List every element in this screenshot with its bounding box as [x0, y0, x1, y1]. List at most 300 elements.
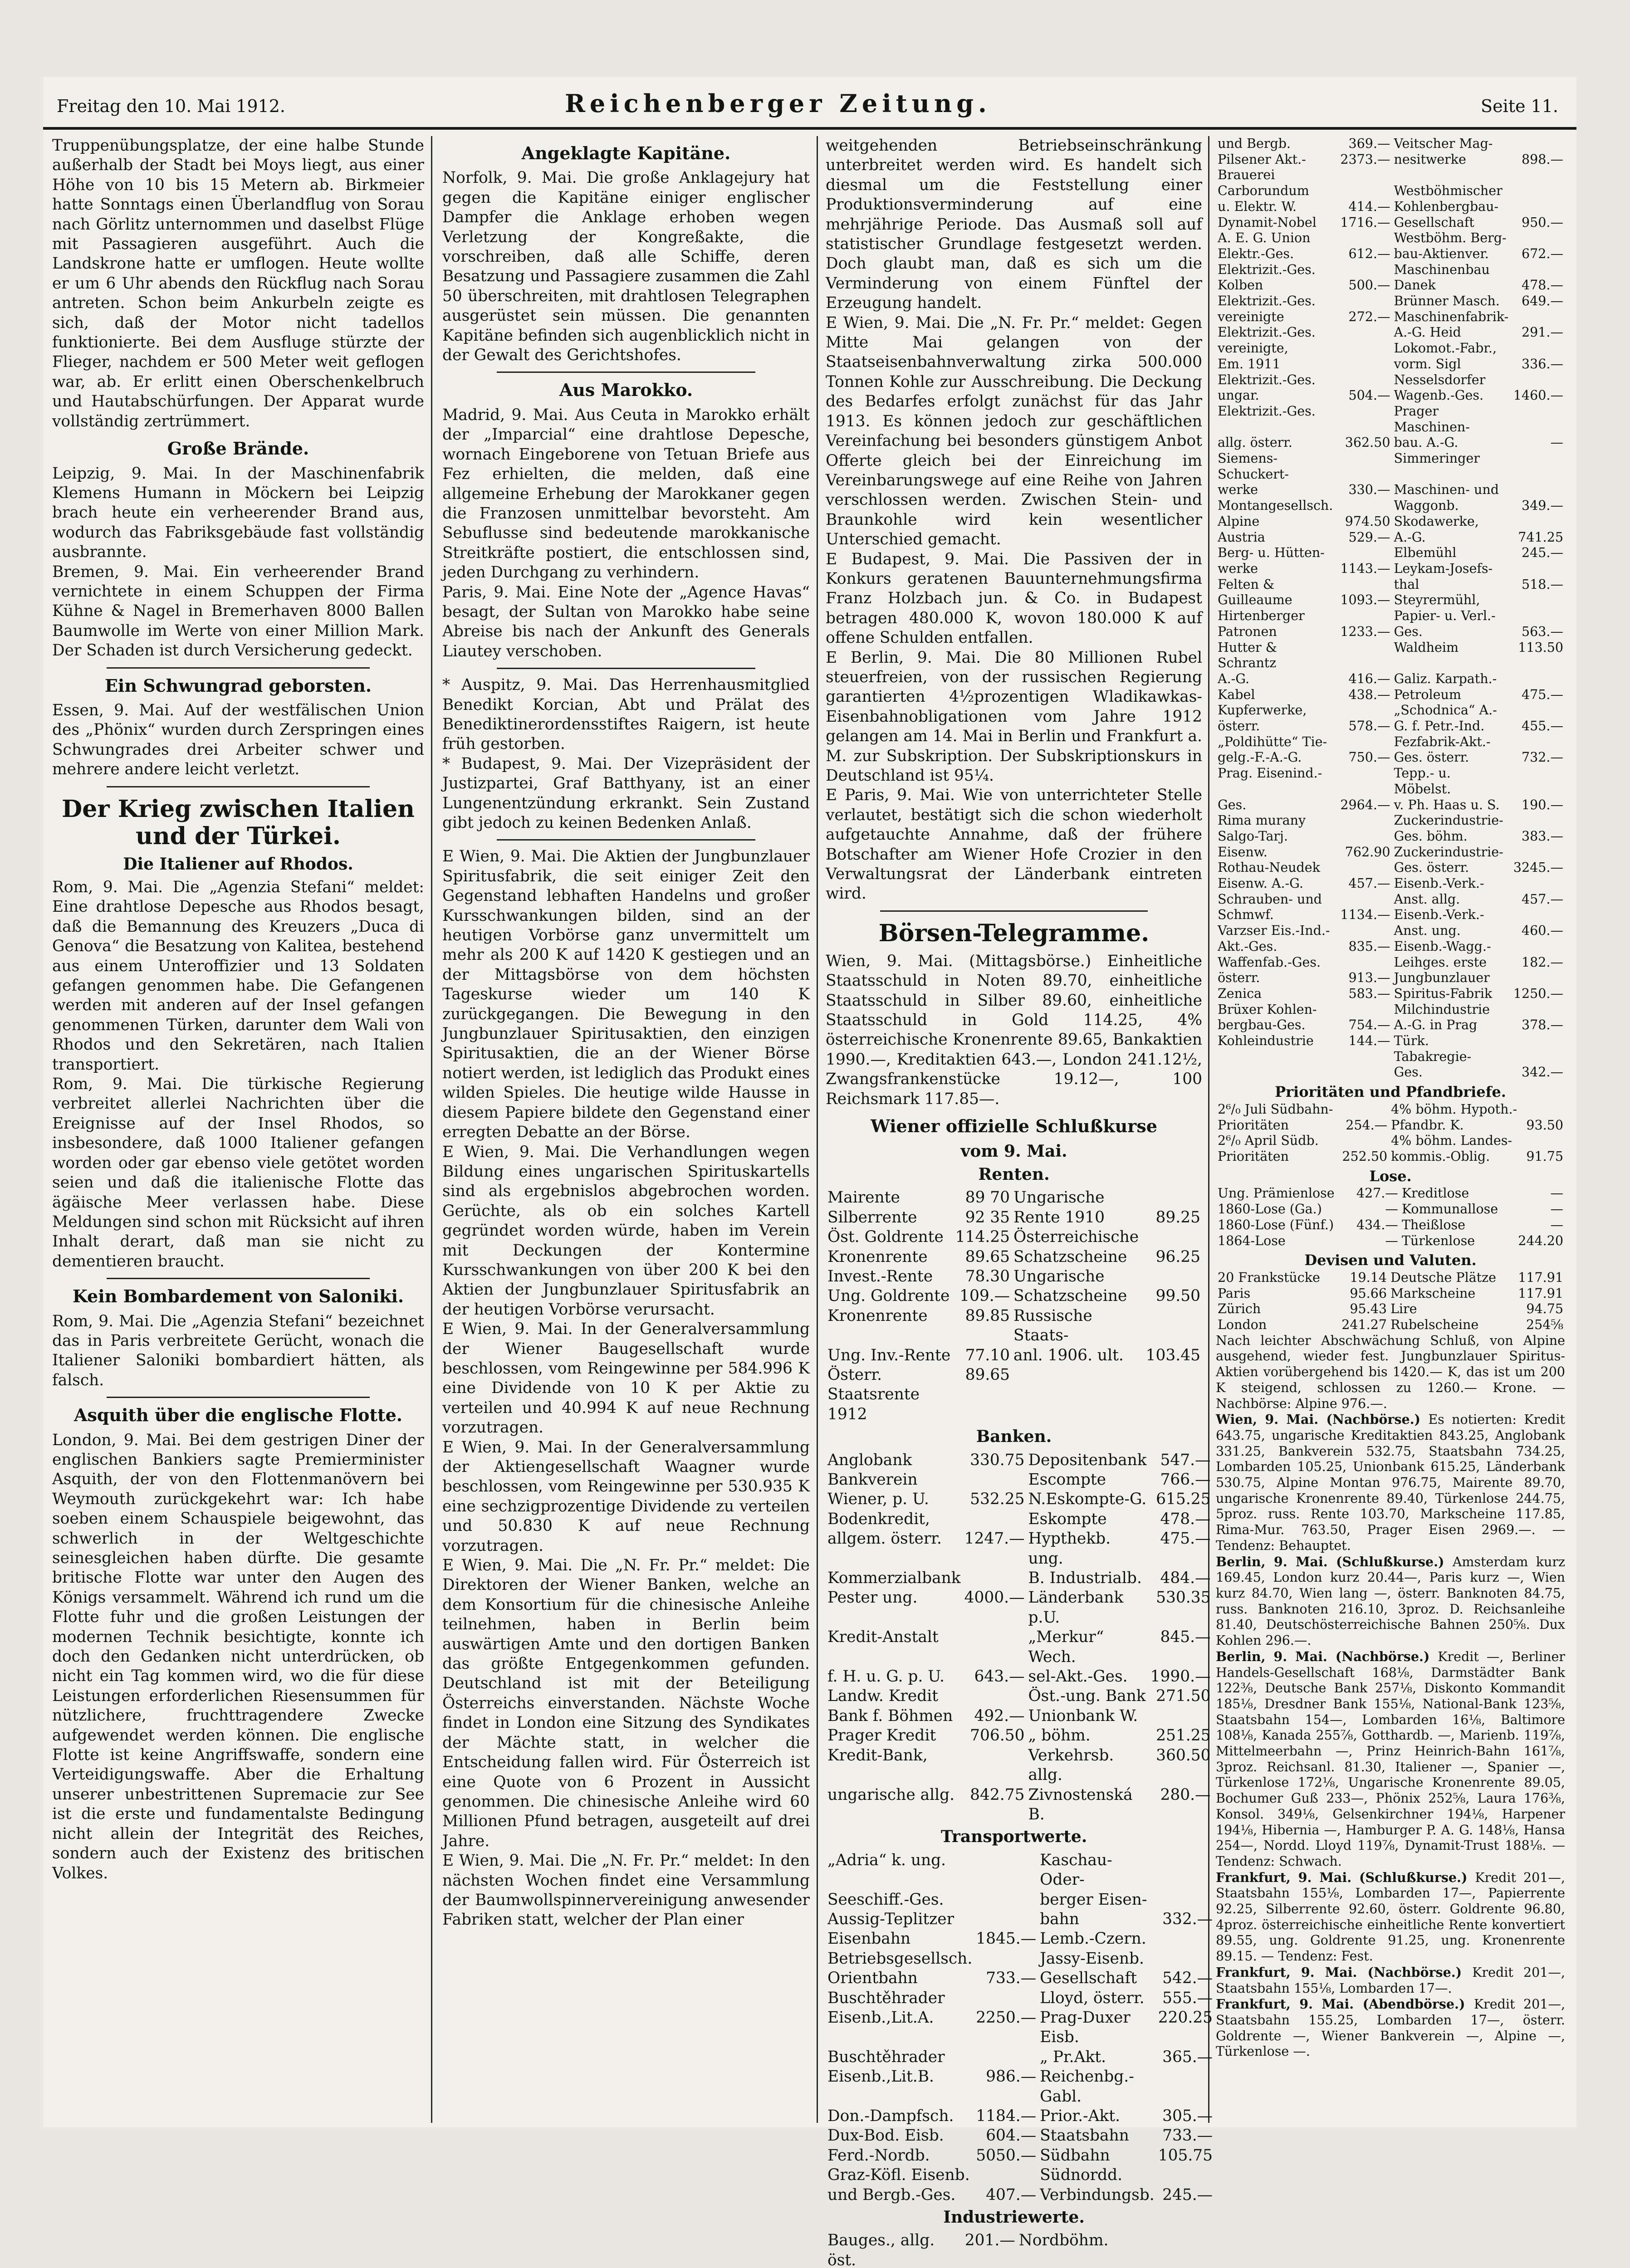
security-name: Kommunallose: [1401, 1202, 1498, 1217]
security-name: „Merkur“ Wech.: [1028, 1628, 1104, 1666]
column-rule: [817, 136, 818, 2123]
security-name: Elektrizit.-Ges.: [1218, 325, 1316, 340]
table-row: [1216, 766, 1565, 797]
quote-value: 114.25: [955, 1228, 1010, 1246]
quote-value: 913.—: [1348, 970, 1390, 986]
security-name: Invest.-Rente: [827, 1267, 933, 1286]
market-report: [1216, 1996, 1565, 2060]
security-name: Waffenfab.-Ges.: [1218, 954, 1321, 970]
table-row: [1216, 1217, 1565, 1233]
quote-value: 92 35: [965, 1208, 1010, 1227]
quote-value: 484.—: [1160, 1569, 1211, 1588]
quote-value: [1512, 372, 1565, 388]
market-report-text: Kredit 201—, Staatsbahn 155.25, Lombarden 17—, österr. Goldrente —, Wiener Bankverein —, Alpine —, Türkenlose —.: [1216, 1997, 1565, 2059]
security-name: Pester ung.: [827, 1589, 918, 1607]
quote-value: 455.—: [1522, 719, 1563, 734]
security-name: A.-G. in Prag: [1394, 1017, 1478, 1033]
security-name: anl. 1906. ult.: [1013, 1346, 1124, 1364]
market-reports: [1216, 1333, 1565, 2060]
section-heading: Transportwerte.: [940, 1827, 1087, 1847]
quote-value: 706.50: [970, 1726, 1025, 1745]
table-row: [826, 1188, 1202, 1207]
security-name: Leihges. erste: [1394, 954, 1487, 970]
quote-value: [1512, 845, 1565, 860]
security-name: gelg.-F.-A.-G.: [1218, 750, 1302, 765]
article-paragraph: E Wien, 9. Mai. Die „N. Fr. Pr.“ meldet: Gegen Mitte Mai gelangen von der Staatseisenbahnverwaltung zirka 500.000 Tonnen Kohle zur Ausschreibung. Die Deckung des Bedarfes erfolgt zunächst für das Jahr 1913. Es können jedoch zur geschäftlichen Vereinfachung bei besonders günstigem Anbot Offerte gleich bei der Einreichung im Vereinbarungswege auf eine Reihe von Jahren verschlossen werden. Zwischen Stein- und Braunkohle wird kein wesentlicher Unterschied gemacht.: [826, 313, 1202, 549]
security-name: Deutsche Plätze: [1390, 1270, 1497, 1285]
quote-value: [1512, 136, 1565, 152]
quote-value: 1093.—: [1340, 592, 1390, 608]
security-name: Prager Maschinen-: [1394, 403, 1470, 435]
table-row: [1216, 1002, 1565, 1018]
quote-value: 529.—: [1348, 529, 1390, 545]
quote-value: [1512, 230, 1565, 246]
quote-value: [1338, 923, 1392, 939]
table-row: [1216, 152, 1565, 183]
security-name: Ges.: [1218, 797, 1247, 812]
security-name: Guilleaume: [1218, 592, 1292, 608]
quote-value: —: [1550, 1202, 1563, 1217]
security-name: Montangesellsch.: [1218, 498, 1333, 513]
security-name: Eisenb.-Verk.-: [1394, 876, 1484, 891]
quote-value: 182.—: [1522, 954, 1563, 970]
quote-value: [963, 1510, 1027, 1529]
table-row: [1216, 1233, 1565, 1249]
quote-value: 583.—: [1348, 986, 1390, 1001]
security-name: Galiz. Karpath.-: [1394, 671, 1497, 686]
quote-value: 1247.—: [964, 1530, 1025, 1548]
security-name: Eisenw.: [1218, 844, 1268, 860]
table-row: [1216, 199, 1565, 215]
quote-value: 492.—: [974, 1706, 1025, 1725]
article-paragraph: E Wien, 9. Mai. In der Generalversammlung der Aktiengesellschaft Waagner wurde beschlossen, vom Reingewinne per 530.935 K eine sechzigprozentige Dividende zu verteilen und 50.830 K auf neue Rechnung vorzutragen.: [442, 1438, 810, 1555]
quote-value: [1144, 1188, 1202, 1207]
security-name: Em. 1911: [1218, 356, 1281, 371]
security-name: Rima murany: [1218, 813, 1306, 828]
quote-value: 19.14: [1350, 1270, 1387, 1285]
quote-value: 349.—: [1522, 498, 1563, 513]
table-row: [1216, 671, 1565, 687]
quote-value: [963, 1470, 1027, 1490]
quote-value: 416.—: [1348, 671, 1390, 686]
quote-value: [1512, 734, 1565, 750]
table-row: [1216, 1033, 1565, 1065]
quote-value: [1512, 1033, 1565, 1065]
security-name: Brüxer Kohlen-: [1218, 1002, 1317, 1017]
table-row: [1216, 246, 1565, 262]
quote-value: [1512, 592, 1565, 608]
table-row: [826, 1890, 1214, 1910]
security-name: Ges. böhm.: [1394, 828, 1468, 844]
security-name: Kronenrente: [827, 1306, 928, 1325]
quote-value: 220.25: [1158, 2008, 1213, 2027]
security-name: Kupferwerke,: [1218, 703, 1307, 718]
security-name: Mairente: [827, 1188, 900, 1207]
quotes-table: [826, 2231, 1202, 2268]
article-paragraph: E Budapest, 9. Mai. Die Passiven der in Konkurs geratenen Bauunternehmungsfirma Franz Holzbach jun. & Co. in Budapest betragen 480.000 K, wovon 180.000 K auf offene Schulden entfallen.: [826, 550, 1202, 647]
table-row: [1216, 561, 1565, 577]
market-report-heading: Wien, 9. Mai. (Nachbörse.): [1216, 1412, 1429, 1427]
security-name: Prioritäten: [1218, 1117, 1289, 1133]
quote-value: —: [1550, 1186, 1563, 1201]
security-name: Anglobank: [827, 1451, 912, 1469]
quote-value: [1338, 1002, 1392, 1018]
quote-value: 89.65: [965, 1247, 1010, 1266]
security-name: Pfandbr. K.: [1391, 1117, 1464, 1133]
security-name: österr.: [1218, 719, 1260, 734]
market-report-heading: Frankfurt, 9. Mai. (Abendbörse.): [1216, 1996, 1474, 2012]
security-name: Maschinenfabrik-: [1394, 309, 1509, 324]
article-paragraph: Madrid, 9. Mai. Aus Ceuta in Marokko erhält der „Imparcial“ eine drahtlose Depesche, wornach Eingeborene von Tetuan Briefe aus Fez erhielten, die melden, daß eine allgemeine Erhebung der Marokkaner gegen die Franzosen unmittelbar bevorsteht. Am Sebuflusse sind bedeutende marokkanische Streitkräfte postiert, die entschlossen sind, jeden Durchgang zu verhindern.: [442, 406, 810, 582]
table-row: [1216, 1118, 1565, 1134]
quote-value: [963, 1569, 1027, 1588]
quote-value: —: [1550, 1217, 1563, 1232]
security-name: Depositenbank: [1028, 1451, 1147, 1469]
security-name: Bauges., allg. öst.: [827, 2231, 935, 2268]
quote-value: 741.25: [1518, 529, 1563, 545]
quote-value: 733.—: [986, 1969, 1037, 1988]
security-name: ungarische allg.: [827, 1785, 955, 1804]
article-paragraph: * Budapest, 9. Mai. Der Vizepräsident der Justizpartei, Graf Batthyany, ist an einer Lungenentzündung erkrankt. Sein Zustand gibt jedoch zu keinen Bedenken Anlaß.: [442, 754, 810, 832]
security-name: Tepp.- u. Möbelst.: [1394, 766, 1451, 797]
table-row: [826, 1267, 1202, 1286]
table-row: [1216, 1133, 1565, 1149]
quote-value: 378.—: [1522, 1017, 1563, 1033]
quote-value: 95.43: [1350, 1301, 1387, 1317]
quote-value: 105.75: [1158, 2146, 1213, 2165]
section-heading: Renten.: [978, 1164, 1050, 1184]
security-name: Prager Kredit: [827, 1726, 936, 1745]
security-name: u. Elektr. W.: [1218, 199, 1297, 214]
table-row: [1216, 183, 1565, 199]
quote-value: 555.—: [1162, 1989, 1213, 2007]
quote-value: [1338, 734, 1392, 750]
quote-value: 766.—: [1160, 1471, 1211, 1489]
market-report: [1216, 1965, 1565, 1996]
security-name: Eisenb.-Verk.-: [1394, 907, 1484, 923]
security-name: Elektr.-Ges.: [1218, 246, 1294, 261]
security-name: Eskompte: [1028, 1510, 1107, 1528]
security-name: 1860-Lose (Fünf.): [1218, 1217, 1334, 1232]
quote-value: 475.—: [1160, 1530, 1211, 1548]
security-name: „ böhm.: [1028, 1726, 1091, 1745]
quote-value: [1338, 860, 1392, 876]
quote-value: 95.66: [1350, 1286, 1387, 1301]
table-row: [1216, 1270, 1565, 1286]
quote-value: 1990.—: [1150, 1667, 1211, 1686]
security-name: [1216, 1065, 1338, 1080]
quote-value: [1512, 766, 1565, 797]
table-row: [826, 1490, 1216, 1509]
quote-value: [1512, 671, 1565, 687]
quote-value: [974, 2048, 1038, 2067]
table-row: [826, 1470, 1216, 1490]
quote-value: 117.91: [1518, 1270, 1563, 1285]
quote-value: 1845.—: [976, 1930, 1037, 1948]
quote-value: 1184.—: [976, 2107, 1037, 2125]
security-name: Paris: [1218, 1286, 1251, 1301]
quote-value: [1338, 230, 1392, 246]
section-divider: [107, 1397, 370, 1398]
table-row: [826, 1365, 1202, 1424]
section-heading: Industriewerte.: [943, 2208, 1085, 2227]
table-row: [826, 1227, 1202, 1247]
page-number: Seite 11.: [1481, 96, 1558, 116]
quote-value: [974, 1949, 1038, 1969]
security-name: Hirtenberger: [1218, 608, 1305, 624]
security-name: Lokomot.-Fabr.,: [1394, 341, 1497, 356]
quote-value: [1512, 199, 1565, 215]
article-paragraph: E Wien, 9. Mai. Die Verhandlungen wegen Bildung eines ungarischen Spirituskartells sind als ergebnislos abgebrochen worden. Gerüchte, als ob ein solches Kartell gegründet worden würde, haben im Verein mit Deckungen der Kontermine Kursschwankungen von über 200 K bei den Aktien der Jungbunzlauer Spiritusfabrik an der heutigen Vorbörse verursacht.: [442, 1143, 810, 1319]
table-row: [826, 2067, 1214, 2107]
security-name: A.-G.: [1394, 529, 1426, 545]
quote-value: [1512, 514, 1565, 530]
security-name: Maschinenbau: [1394, 262, 1490, 277]
quote-value: 845.—: [1160, 1628, 1211, 1647]
security-name: vereinigte: [1218, 309, 1284, 324]
security-name: Bankverein: [827, 1471, 918, 1489]
quote-value: [963, 1746, 1027, 1785]
security-name: f. H. u. G. p. U.: [827, 1667, 945, 1686]
section-divider: [107, 667, 370, 669]
quote-value: 1460.—: [1513, 388, 1563, 403]
table-row: [1216, 435, 1565, 451]
security-name: Simmeringer: [1394, 451, 1480, 466]
table-row: [826, 1451, 1216, 1470]
article-paragraph: Wien, 9. Mai. (Mittagsbörse.) Einheitliche Staatsschuld in Noten 89.70, einheitliche Staatsschuld in Silber 89.60, einheitliche Staatsschuld in Gold 114.25, 4% österreichische Kronenrente 89.65, Bankaktien 1990.—, Kreditaktien 643.—, London 241.12½, Zwangsfrankenstücke 19.12—, 100 Reichsmark 117.85—.: [826, 952, 1202, 1108]
quotes-table: [826, 1451, 1216, 1825]
security-name: Rente 1910: [1013, 1208, 1105, 1227]
quote-value: [1512, 1002, 1565, 1018]
table-row: [1216, 734, 1565, 750]
quote-value: 91.75: [1526, 1149, 1563, 1164]
security-name: Don.-Dampfsch.: [827, 2107, 954, 2125]
table-row: [1216, 545, 1565, 561]
security-name: Wagenb.-Ges.: [1394, 388, 1484, 403]
security-name: Jassy-Eisenb.: [1040, 1949, 1144, 1968]
quote-value: 427.—: [1356, 1186, 1398, 1201]
security-name: Kommerzialbank: [827, 1569, 961, 1588]
security-name: Zenica: [1218, 986, 1262, 1001]
security-name: Österr. Staatsrente 1912: [827, 1365, 920, 1423]
security-name: Wiener, p. U.: [827, 1490, 929, 1509]
security-name: Pilsener Akt.-Brauerei: [1218, 152, 1306, 183]
quote-value: [974, 1910, 1038, 1929]
security-name: Öst. Goldrente: [827, 1228, 944, 1246]
security-name: allg. österr.: [1218, 435, 1292, 450]
security-name: Prag-Duxer Eisb.: [1040, 2008, 1131, 2047]
security-name: und Bergb.: [1218, 136, 1291, 151]
security-name: Skodawerke,: [1394, 513, 1479, 529]
column-1: [52, 136, 424, 2123]
security-name: A.-G.: [1218, 671, 1250, 686]
security-name: B. Industrialb.: [1028, 1569, 1142, 1588]
table-row: [1216, 1149, 1565, 1165]
quote-value: [1338, 829, 1392, 845]
table-row: [1216, 577, 1565, 593]
security-name: Rothau-Neudek: [1218, 860, 1320, 875]
quote-value: [1338, 357, 1392, 372]
quote-value: 190.—: [1522, 797, 1563, 812]
quote-value: 457.—: [1348, 876, 1390, 891]
currency-heading: Devisen und Valuten.: [1304, 1251, 1477, 1269]
table-row: [1216, 955, 1565, 971]
table-row: [1216, 1317, 1565, 1333]
section-heading: Ein Schwungrad geborsten.: [104, 675, 372, 696]
quote-value: 750.—: [1348, 750, 1390, 765]
table-row: [1216, 136, 1565, 152]
quote-value: [1512, 561, 1565, 577]
section-divider: [107, 1278, 370, 1279]
quote-value: 280.—: [1160, 1785, 1211, 1804]
quote-value: 383.—: [1522, 828, 1563, 844]
table-row: [1216, 907, 1565, 923]
security-name: vorm. Sigl: [1394, 356, 1461, 371]
quote-value: 733.—: [1162, 2126, 1213, 2145]
security-name: Südnordd.: [1040, 2166, 1123, 2185]
quote-value: [963, 1686, 1027, 1706]
section-heading: vom 9. Mai.: [960, 1141, 1067, 1161]
table-row: [1216, 451, 1565, 482]
security-name: bau-Aktienver.: [1394, 246, 1489, 261]
quote-value: 542.—: [1162, 1969, 1213, 1988]
quote-value: [1523, 1133, 1565, 1149]
table-row: [826, 1851, 1214, 1890]
table-row: [1216, 309, 1565, 325]
article-paragraph: E Wien, 9. Mai. Die „N. Fr. Pr.“ meldet: In den nächsten Wochen findet eine Versammlung der Baumwollspinnervereinigung anwesender Fabriken statt, welcher der Plan einer: [442, 1852, 810, 1929]
section-divider: [497, 839, 755, 841]
table-row: [826, 1510, 1216, 1529]
security-name: N.Eskompte-G.: [1028, 1490, 1147, 1509]
security-name: Kreditlose: [1401, 1186, 1469, 1201]
market-report: [1216, 1333, 1565, 1412]
quote-value: [974, 2165, 1038, 2185]
security-name: Alpine: [1218, 513, 1260, 529]
section-heading: Aus Marokko.: [559, 380, 693, 401]
security-name: Elektrizit.-Ges.: [1218, 403, 1316, 419]
table-row: [826, 1929, 1214, 1949]
quote-value: 475.—: [1522, 687, 1563, 702]
security-name: Danek: [1394, 278, 1436, 293]
table-row: [1216, 262, 1565, 278]
industrial-stocks-table: [1216, 136, 1565, 1080]
security-name: Kredit-Bank,: [827, 1746, 928, 1765]
security-name: Milchindustrie: [1394, 1002, 1490, 1017]
security-name: Ung. Goldrente: [827, 1287, 950, 1305]
security-name: „Adria“ k. ung.: [827, 1851, 946, 1869]
article-paragraph: London, 9. Mai. Bei dem gestrigen Diner der englischen Bankiers sagte Premierminister Asquith, der von den Flottenmanövern bei Weymouth zurückgekehrt war: Ich habe soeben einem Schauspiele beigewohnt, das schwerlich in der Weltgeschichte seinesgleichen haben dürfte. Die gesamte britische Flotte war unter den Augen des Königs versammelt. Während ich rund um die Flotte fuhr und die großen Leistungen der modernen Technik besichtigte, konnte ich doch den Gedanken nicht unterdrücken, ob nicht ein Tag kommen wird, wo die für diese Leistungen erforderlichen Riesensummen für nützlichere, fruchttragendere Zwecke aufgewendet werden können. Die englische Flotte ist keine Angriffswaffe, sondern eine Verteidigungswaffe. Aber die Erhaltung unserer unbestrittenen Supremacie zur See ist die erste und fundamentalste Bedingung nicht allein der Integrität des Reiches, sondern auch der Existenz des britischen Volkes.: [52, 1431, 424, 1882]
market-report-heading: Berlin, 9. Mai. (Nachbörse.): [1216, 1648, 1438, 1664]
article-paragraph: E Wien, 9. Mai. In der Generalversammlung der Wiener Baugesellschaft wurde beschlossen, vom Reingewinne per 584.996 K eine Dividende von 10 K per Aktie zu verteilen und 40.994 K auf neue Rechnung vorzutragen.: [442, 1320, 810, 1437]
security-name: Eisenw. A.-G.: [1218, 876, 1303, 891]
quote-value: [1338, 955, 1392, 971]
quote-value: [1156, 1949, 1214, 1969]
article-paragraph: Essen, 9. Mai. Auf der westfälischen Union des „Phönix“ wurden durch Zerspringen eines Schwungrades drei Arbeiter schwer und mehrere andere leicht verletzt.: [52, 701, 424, 779]
security-name: Silberrente: [827, 1208, 917, 1227]
quote-value: 532.25: [970, 1490, 1025, 1509]
security-name: Reichenbg.-Gabl.: [1040, 2068, 1134, 2106]
table-row: [1216, 939, 1565, 955]
table-row: [1216, 1202, 1565, 1217]
security-name: bahn: [1040, 1910, 1079, 1928]
article-paragraph: E Berlin, 9. Mai. Die 80 Millionen Rubel steuerfreien, von der russischen Regierung garantierten 4½prozentigen Wladikawkas-Eisenbahnobligationen vom Jahre 1912 gelangen am 14. Mai in Berlin und Frankfurt a. M. zur Subskription. Der Subskriptionskurs in Deutschland ist 95¼.: [826, 648, 1202, 785]
security-name: nesitwerke: [1394, 152, 1466, 167]
table-row: [1216, 750, 1565, 766]
section-heading: Große Brände.: [167, 438, 309, 459]
security-name: Verkehrsb. allg.: [1028, 1746, 1114, 1784]
market-report-text: Nach leichter Abschwächung Schluß, von Alpine ausgehend, wieder fest. Jungbunzlauer Spiritus-Aktien vorübergehend bis 1420.— K, das ist um 200 K steigend, schlossen zu 1260.— Krone. — Nachbörse: Alpine 976.—.: [1216, 1333, 1565, 1411]
quote-value: 1143.—: [1340, 561, 1390, 576]
quote-value: [1512, 183, 1565, 199]
section-heading: Asquith über die englische Flotte.: [73, 1405, 403, 1426]
security-name: Zivnostenská B.: [1028, 1785, 1133, 1823]
quote-value: 365.—: [1162, 2048, 1213, 2066]
quote-value: [1144, 1365, 1202, 1424]
quote-value: 360.50: [1156, 1746, 1211, 1765]
market-report-heading: Berlin, 9. Mai. (Schlußkurse.): [1216, 1554, 1453, 1569]
quote-value: [1149, 1706, 1213, 1726]
quote-value: 241.27: [1341, 1317, 1387, 1333]
quote-value: 336.—: [1522, 356, 1563, 371]
quote-value: 604.—: [986, 2126, 1037, 2145]
quote-value: 500.—: [1348, 278, 1390, 293]
quote-value: [1512, 262, 1565, 278]
quote-value: 754.—: [1348, 1017, 1390, 1033]
table-row: [1216, 703, 1565, 719]
table-row: [1216, 829, 1565, 845]
security-name: Papier- u. Verl.-: [1394, 608, 1496, 624]
security-name: 1860-Lose (Ga.): [1218, 1202, 1322, 1217]
table-row: [826, 2231, 1202, 2268]
table-row: [826, 2185, 1214, 2205]
security-name: Bodenkredit,: [827, 1510, 930, 1528]
article-paragraph: Rom, 9. Mai. Die „Agenzia Stefani“ bezeichnet das in Paris verbreitete Gerücht, wonach die Italiener Saloniki bombardiert hätten, als falsch.: [52, 1312, 424, 1389]
newspaper-page: [43, 77, 1576, 2268]
table-row: [1216, 1186, 1565, 1202]
security-name: Dux-Bod. Eisb.: [827, 2126, 944, 2145]
security-name: Nesselsdorfer: [1394, 372, 1486, 387]
security-name: Betriebsgesellsch.: [827, 1949, 973, 1968]
table-row: [1216, 1065, 1565, 1080]
quote-value: [1338, 545, 1392, 561]
column-3: [826, 136, 1213, 2268]
table-row: [1216, 876, 1565, 892]
security-name: und Bergb.-Ges.: [827, 2185, 956, 2204]
quote-value: [1156, 1851, 1214, 1890]
quote-value: 89.25: [1155, 1208, 1200, 1227]
security-name: Westböhmischer: [1394, 183, 1503, 199]
security-name: A. E. G. Union: [1218, 230, 1311, 246]
section-divider: [107, 786, 370, 787]
quote-value: 244.20: [1518, 1233, 1563, 1248]
priorities-table: [1216, 1102, 1565, 1165]
security-name: Patronen: [1218, 624, 1277, 639]
table-row: [1216, 986, 1565, 1002]
security-name: Orientbahn: [827, 1969, 918, 1988]
currency-table: [1216, 1270, 1565, 1333]
quote-value: —: [1385, 1202, 1398, 1217]
quote-value: [1156, 2165, 1214, 2185]
table-row: [826, 1785, 1216, 1825]
quote-value: 615.25: [1156, 1490, 1211, 1509]
security-name: österr.: [1218, 970, 1260, 986]
security-name: 4% böhm. Landes-: [1391, 1133, 1512, 1149]
security-name: Leykam-Josefs-: [1394, 561, 1493, 576]
market-report-heading: Frankfurt, 9. Mai. (Schlußkurse.): [1216, 1869, 1475, 1885]
security-name: Zuckerindustrie-: [1394, 813, 1503, 828]
table-row: [826, 1910, 1214, 1929]
security-name: Ges.: [1394, 624, 1423, 639]
